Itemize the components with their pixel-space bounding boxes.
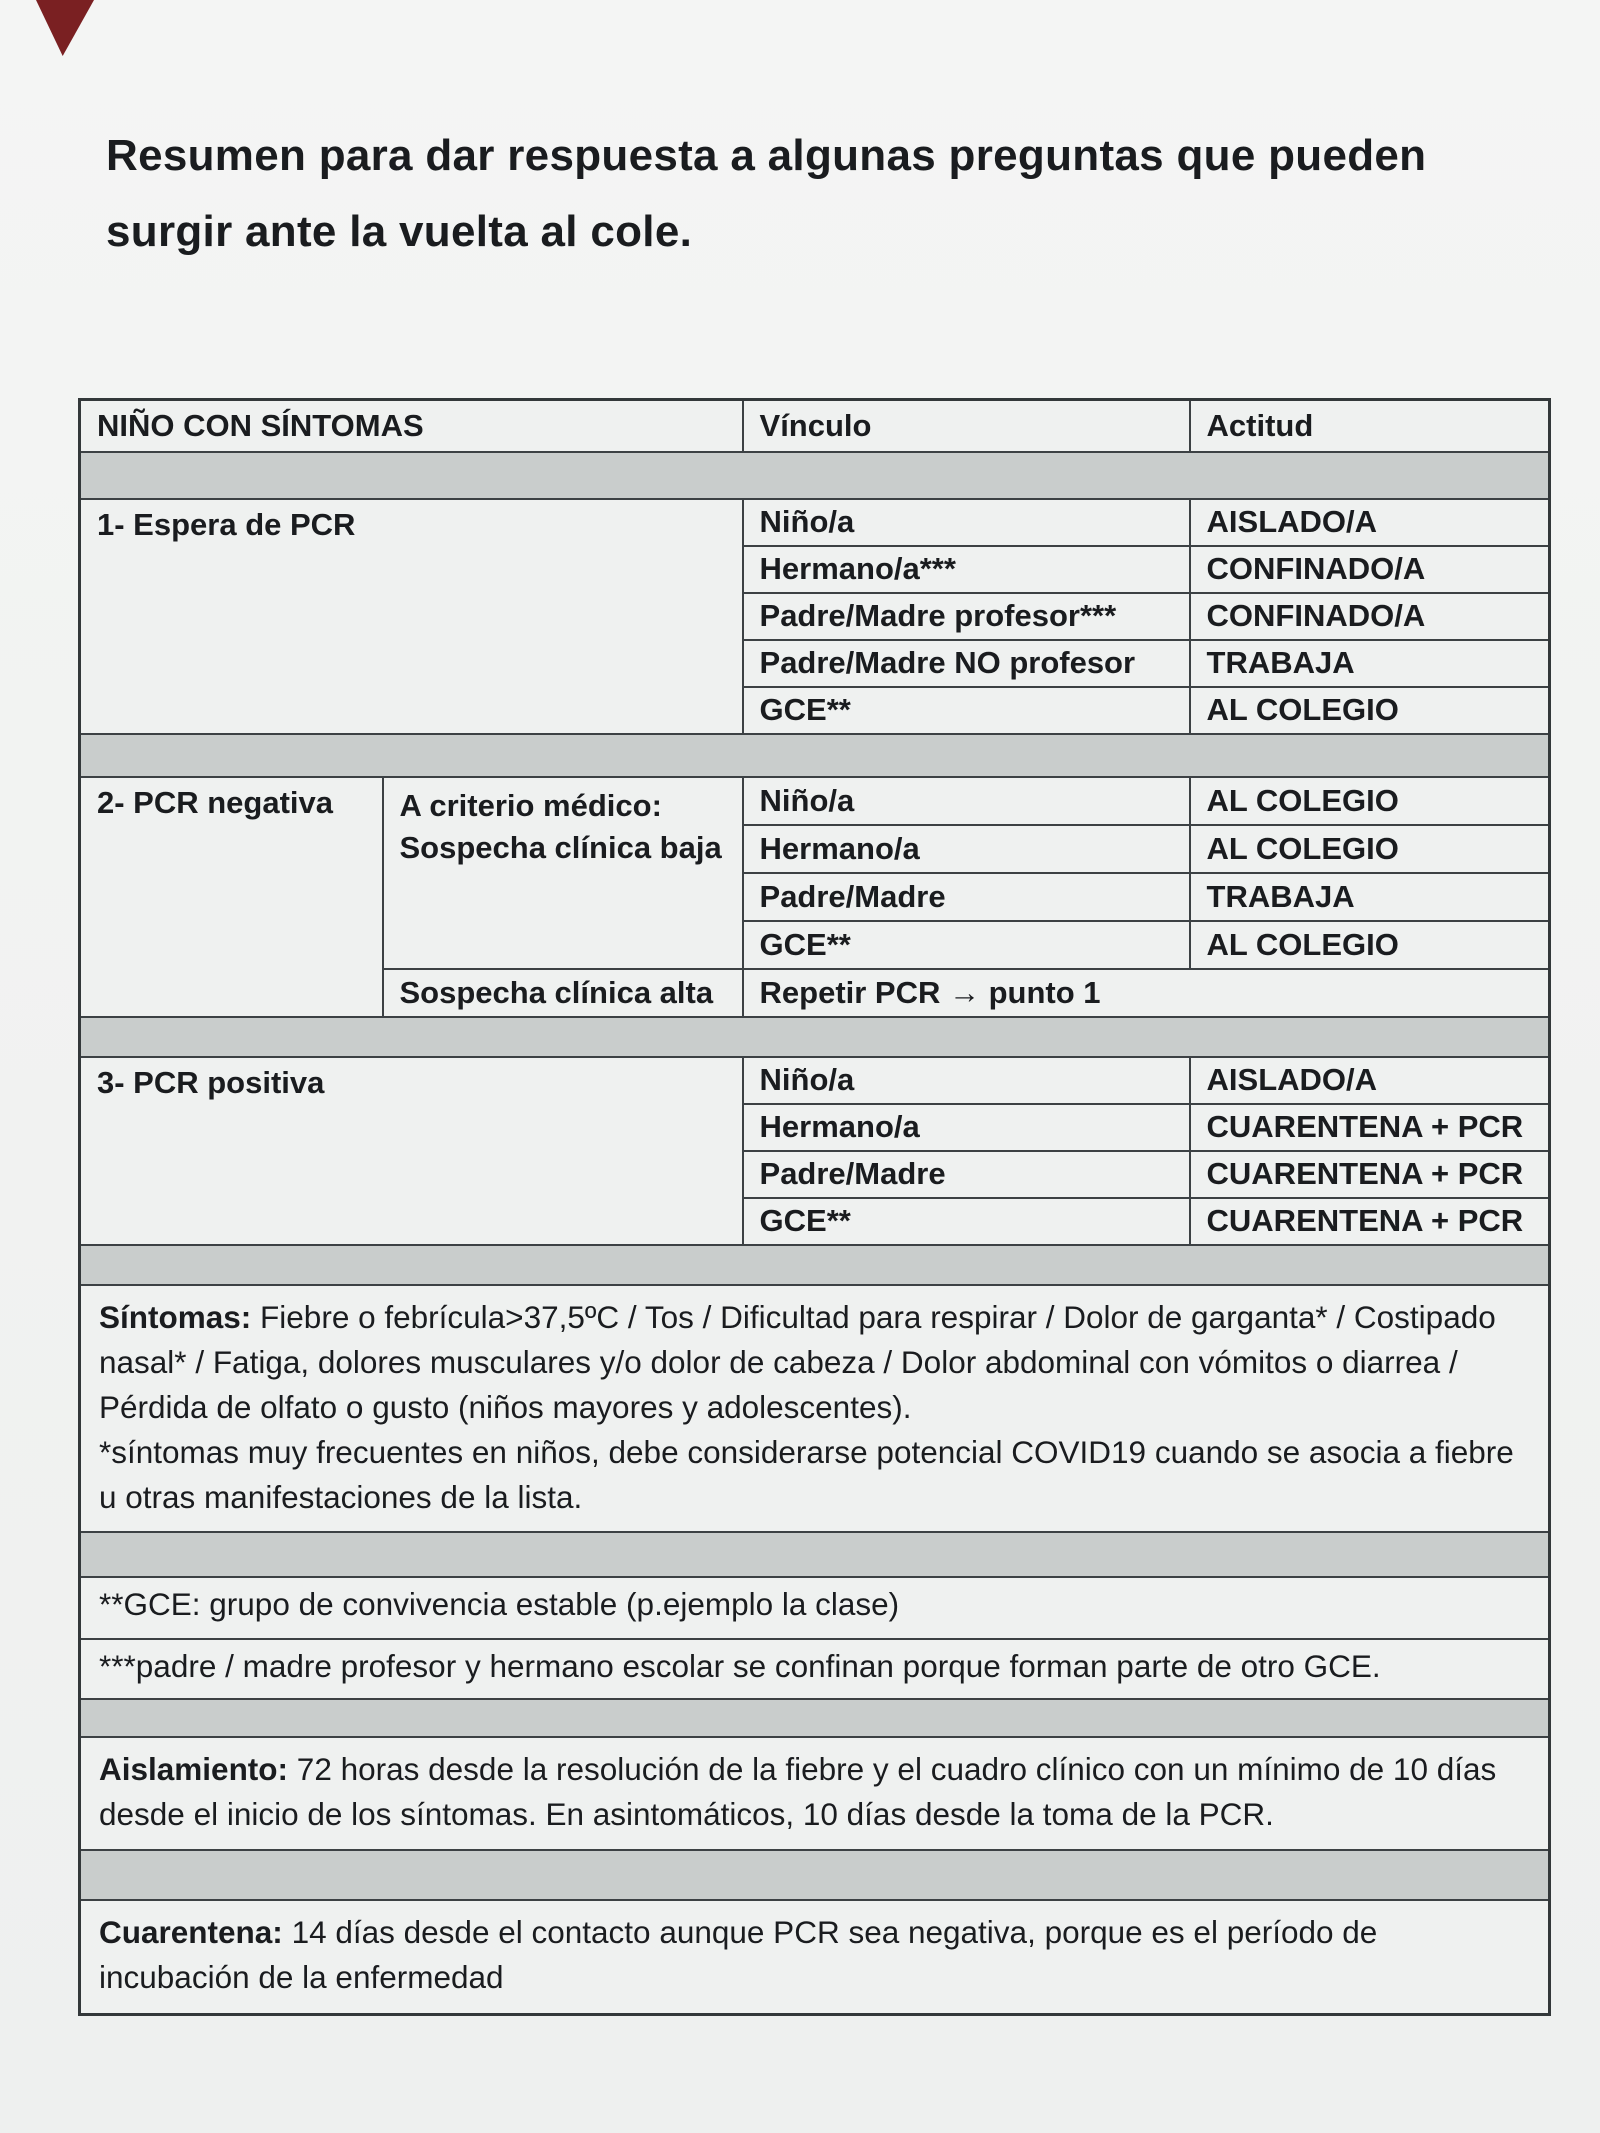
vinculo-cell: Hermano/a***: [743, 546, 1190, 593]
protocol-table: [78, 398, 1551, 2016]
header-actitud: Actitud: [1190, 400, 1550, 452]
actitud-cell: CONFINADO/A: [1190, 593, 1550, 640]
section2-label: 2- PCR negativa: [80, 777, 383, 1017]
aislamiento-body: 72 horas desde la resolución de la fiebre y el cuadro clínico con un mínimo de 10 días desde el inicio de los síntomas. En asintomáticos, 10 días desde la toma de la PCR.: [99, 1750, 1497, 1832]
repetir-pcr-cell: Repetir PCR → punto 1: [743, 969, 1550, 1017]
cuarentena-lead: Cuarentena:: [99, 1913, 283, 1950]
actitud-cell: AL COLEGIO: [1190, 687, 1550, 734]
actitud-cell: AISLADO/A: [1190, 499, 1550, 546]
actitud-cell: AL COLEGIO: [1190, 825, 1550, 873]
vinculo-cell: Padre/Madre NO profesor: [743, 640, 1190, 687]
separator-band: [80, 1017, 1550, 1057]
actitud-cell: AL COLEGIO: [1190, 777, 1550, 825]
separator-band: [80, 452, 1550, 499]
sintomas-lead: Síntomas:: [99, 1298, 252, 1335]
confinan-note: ***padre / madre profesor y hermano escolar se confinan porque forman parte de otro GCE.: [80, 1639, 1550, 1699]
vinculo-cell: Padre/Madre: [743, 1151, 1190, 1198]
section2-sublabel-alta: Sospecha clínica alta: [383, 969, 743, 1017]
cuarentena-note: [80, 1900, 1550, 2015]
separator-band: [80, 734, 1550, 777]
section1-label: 1- Espera de PCR: [80, 499, 743, 734]
actitud-cell: CUARENTENA + PCR: [1190, 1198, 1550, 1245]
sintomas-body: Fiebre o febrícula>37,5ºC / Tos / Dificultad para respirar / Dolor de garganta* / Costipado nasal* / Fatiga, dolores musculares y/o dolor de cabeza / Dolor abdominal con vómitos o diarrea / Pérdida de olfato o gusto (niños mayores y adolescentes).: [99, 1298, 1496, 1425]
actitud-cell: CONFINADO/A: [1190, 546, 1550, 593]
actitud-cell: TRABAJA: [1190, 873, 1550, 921]
separator-band: [80, 1245, 1550, 1285]
actitud-cell: CUARENTENA + PCR: [1190, 1151, 1550, 1198]
sublabel-line1: A criterio médico:: [399, 787, 662, 823]
actitud-cell: CUARENTENA + PCR: [1190, 1104, 1550, 1151]
vinculo-cell: Hermano/a: [743, 825, 1190, 873]
section2-sublabel-baja: [383, 777, 743, 969]
page-corner-mark: [36, 0, 94, 56]
actitud-cell: AISLADO/A: [1190, 1057, 1550, 1104]
sintomas-note: [80, 1285, 1550, 1532]
vinculo-cell: Niño/a: [743, 777, 1190, 825]
aislamiento-lead: Aislamiento:: [99, 1750, 289, 1787]
vinculo-cell: GCE**: [743, 1198, 1190, 1245]
document-title-line2: surgir ante la vuelta al cole.: [106, 207, 693, 256]
sublabel-line2: Sospecha clínica baja: [399, 829, 722, 865]
header-vinculo: Vínculo: [743, 400, 1190, 452]
sintomas-footnote: *síntomas muy frecuentes en niños, debe considerarse potencial COVID19 cuando se asocia a fiebre u otras manifestaciones de la lista.: [99, 1433, 1514, 1515]
section3-label: 3- PCR positiva: [80, 1057, 743, 1245]
separator-band: [80, 1699, 1550, 1737]
actitud-cell: AL COLEGIO: [1190, 921, 1550, 969]
actitud-cell: TRABAJA: [1190, 640, 1550, 687]
gce-note: **GCE: grupo de convivencia estable (p.ejemplo la clase): [80, 1577, 1550, 1639]
vinculo-cell: Padre/Madre: [743, 873, 1190, 921]
sintomas-paragraph: [99, 1295, 1530, 1430]
cuarentena-body: 14 días desde el contacto aunque PCR sea negativa, porque es el período de incubación de la enfermedad: [99, 1913, 1378, 1995]
vinculo-cell: GCE**: [743, 921, 1190, 969]
separator-band: [80, 1532, 1550, 1577]
document-title-line1: Resumen para dar respuesta a algunas preguntas que pueden: [106, 131, 1427, 180]
vinculo-cell: Niño/a: [743, 1057, 1190, 1104]
document-title: [106, 118, 1426, 270]
vinculo-cell: Hermano/a: [743, 1104, 1190, 1151]
vinculo-cell: Niño/a: [743, 499, 1190, 546]
vinculo-cell: Padre/Madre profesor***: [743, 593, 1190, 640]
vinculo-cell: GCE**: [743, 687, 1190, 734]
aislamiento-note: [80, 1737, 1550, 1850]
separator-band: [80, 1850, 1550, 1900]
header-nino-con-sintomas: NIÑO CON SÍNTOMAS: [80, 400, 743, 452]
